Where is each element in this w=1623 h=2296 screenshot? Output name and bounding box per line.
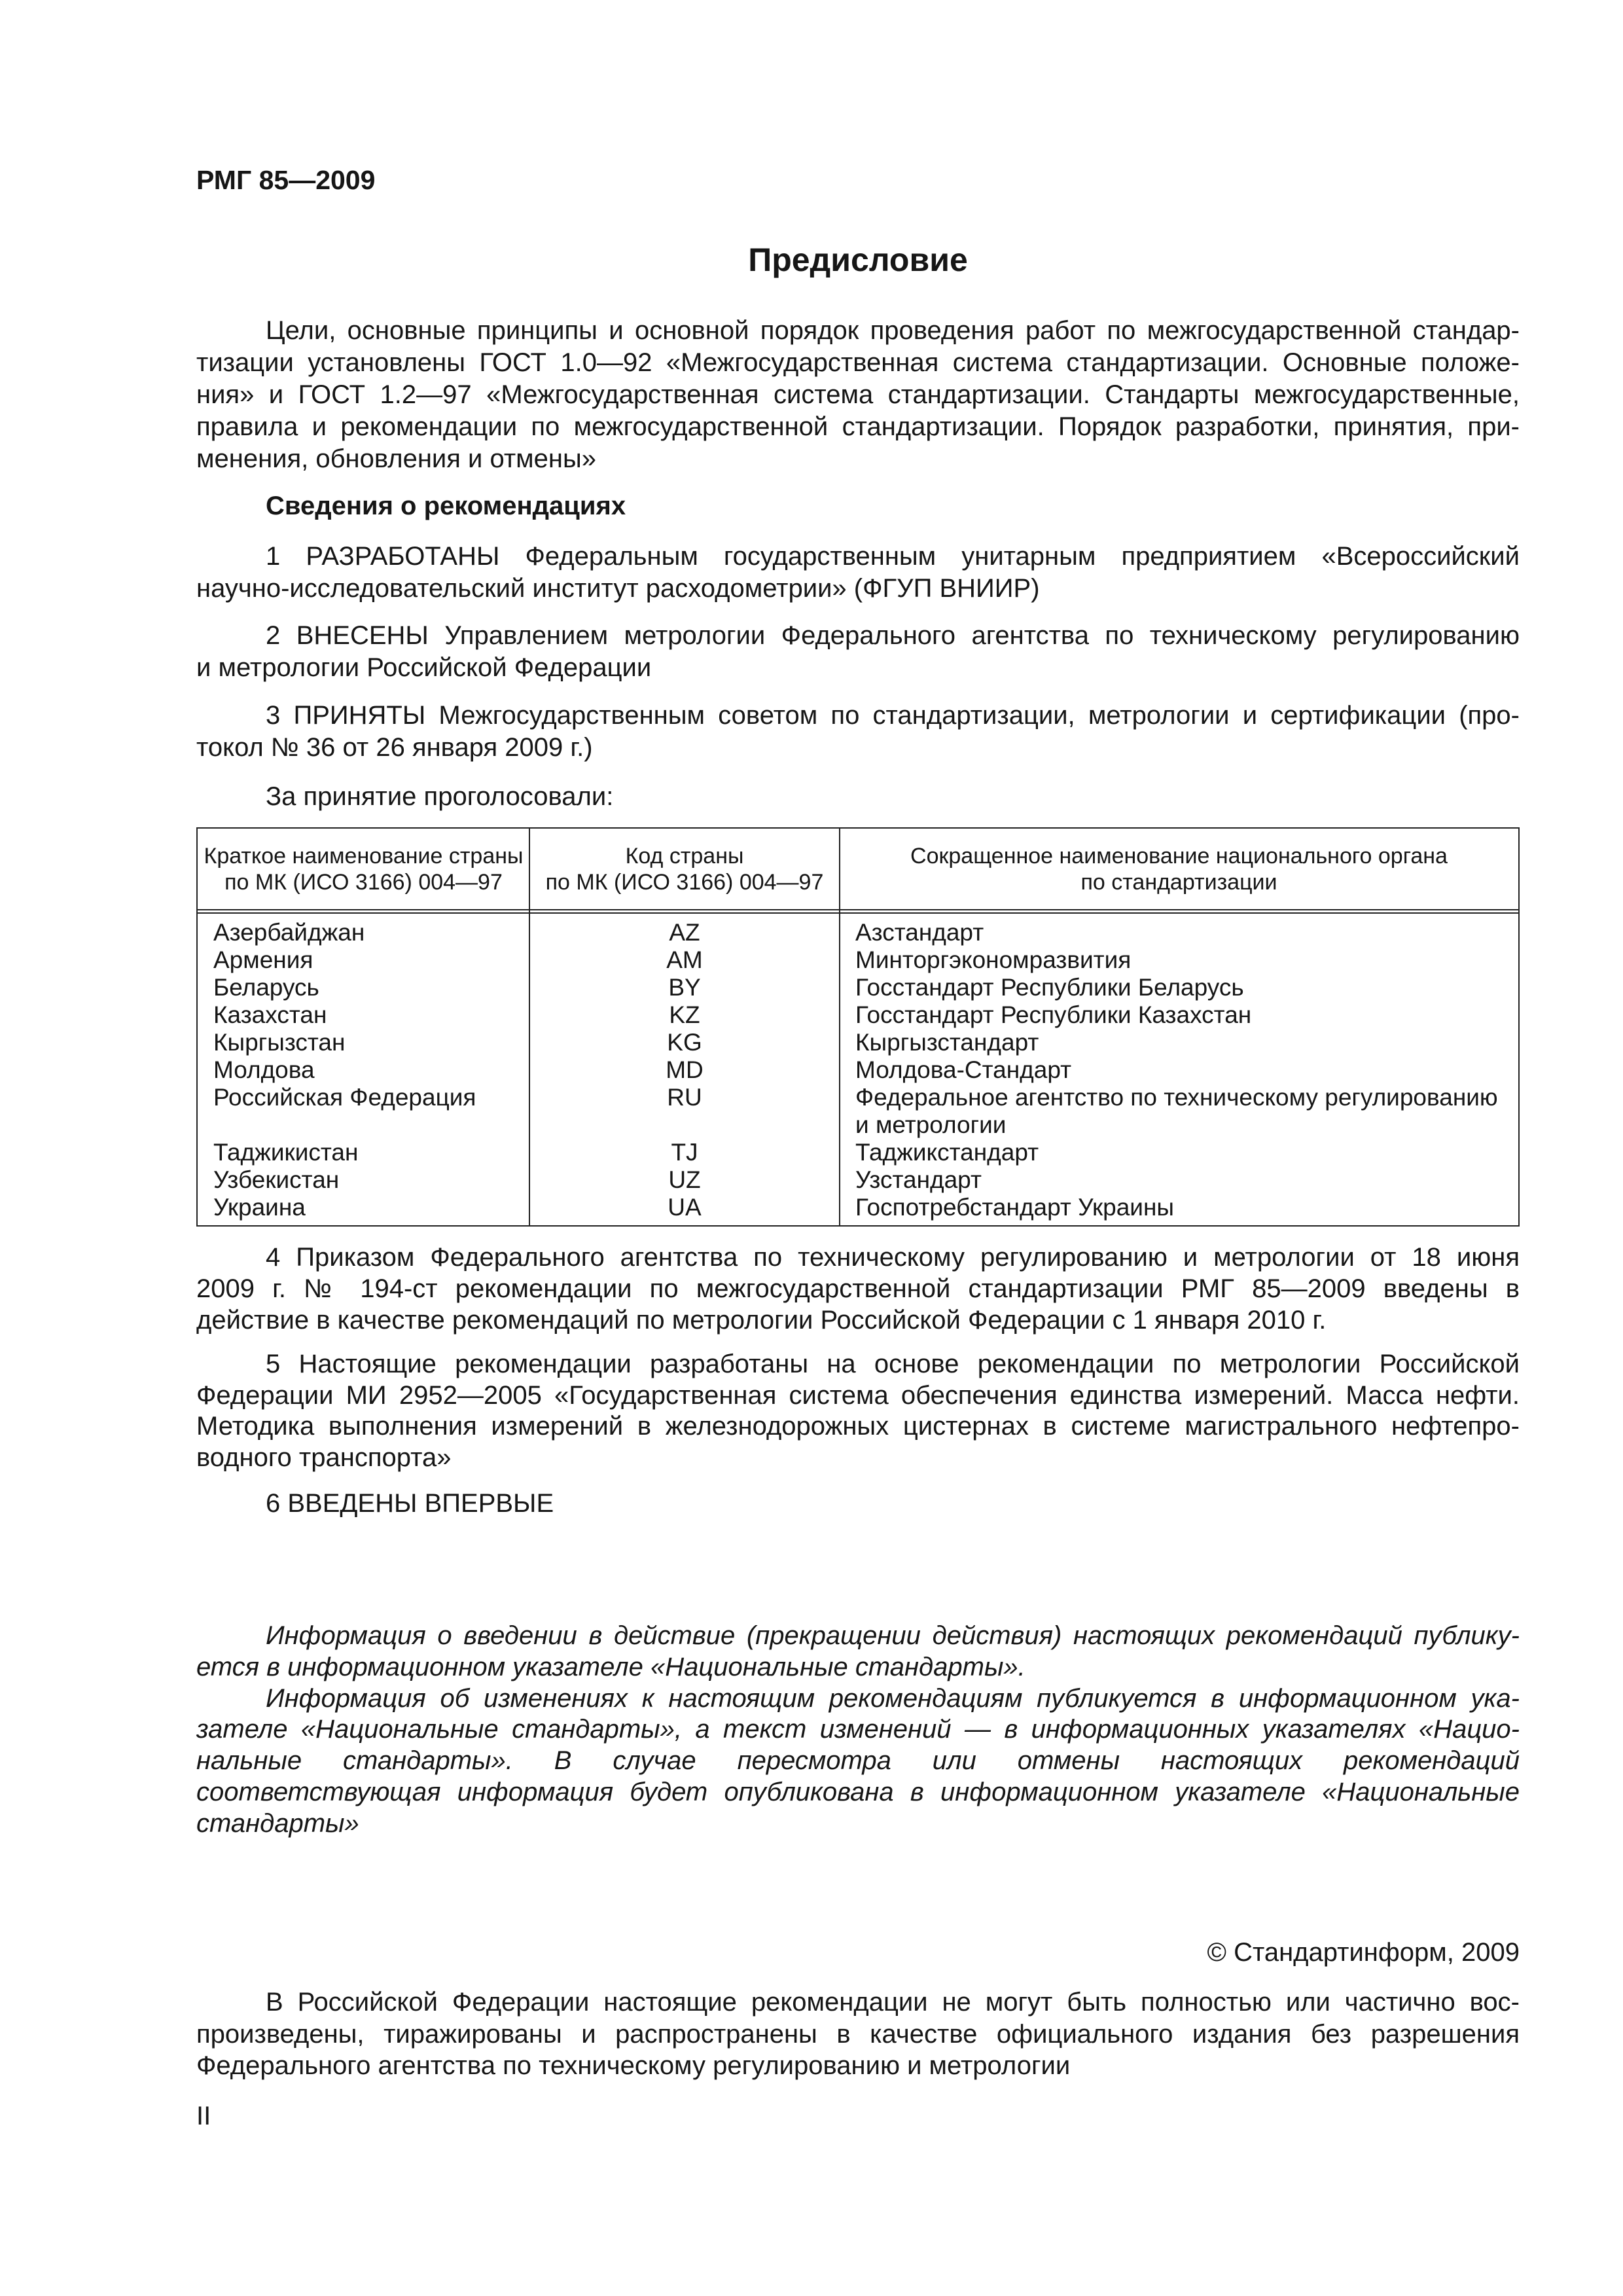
reproduction-notice: [196, 1986, 1520, 2082]
table-header: [198, 829, 1518, 914]
paragraph-line: 1 РАЗРАБОТАНЫ Федеральным государственным унитарным предприятием «Всероссийский: [266, 542, 1520, 571]
paragraph-line: токол № 36 от 26 января 2009 г.): [196, 733, 593, 762]
standards-body-cell: [840, 1139, 1518, 1166]
paragraph-line: Цели, основные принципы и основной порядок проведения работ по межгосударственной стандар-: [266, 316, 1520, 345]
standards-body: Госстандарт Республики Беларусь: [855, 974, 1244, 1001]
standards-body: Узстандарт: [855, 1166, 982, 1193]
header-line: Краткое наименование страны: [204, 844, 524, 869]
notice-line: Информация об изменениях к настоящим рекомендациям публикуется в информационном ука-: [266, 1683, 1520, 1713]
standards-body: Таджикстандарт: [855, 1139, 1039, 1166]
standards-body-cell: [840, 1029, 1518, 1056]
country-code: AZ: [669, 919, 700, 946]
paragraph-line: 3 ПРИНЯТЫ Межгосударственным советом по стандартизации, метрологии и сертификации (про-: [266, 701, 1520, 730]
table-row: [198, 1194, 1518, 1221]
item-developed: [196, 541, 1520, 605]
table-row: [198, 946, 1518, 974]
standards-body: Кыргызстандарт: [855, 1029, 1039, 1056]
table-row: [198, 974, 1518, 1001]
standards-body: Молдова-Стандарт: [855, 1056, 1072, 1083]
paragraph-line: Федерального агентства по техническому регулированию и метрологии: [196, 2051, 1071, 2080]
paragraph-line: ния» и ГОСТ 1.2—97 «Межгосударственная система стандартизации. Стандарты межгосударственные,: [196, 380, 1520, 409]
standards-body: Азстандарт: [855, 919, 984, 946]
country-name: Азербайджан: [213, 919, 365, 946]
country-code: BY: [668, 974, 701, 1001]
header-line: по МК (ИСО 3166) 004—97: [224, 870, 503, 895]
country-code: RU: [667, 1084, 702, 1111]
paragraph-line: действие в качестве рекомендаций по метрологии Российской Федерации с 1 января 2010 г.: [196, 1306, 1327, 1335]
standards-body-cell: [840, 1001, 1518, 1029]
standards-body: Госстандарт Республики Казахстан: [855, 1001, 1252, 1028]
header-line: Код страны: [625, 844, 744, 869]
country-name: Украина: [213, 1194, 306, 1221]
country-code: KG: [667, 1029, 702, 1056]
column-divider: [529, 829, 530, 1225]
country-name: Молдова: [213, 1056, 315, 1083]
paragraph-line: 2 ВНЕСЕНЫ Управлением метрологии Федерального агентства по техническому регулированию: [266, 621, 1520, 650]
info-heading: [196, 490, 1520, 522]
table-row: [198, 1001, 1518, 1029]
paragraph-line: тизации установлены ГОСТ 1.0—92 «Межгосударственная система стандартизации. Основные положе-: [196, 348, 1520, 377]
standards-body-cell: [840, 1056, 1518, 1084]
header-line: по МК (ИСО 3166) 004—97: [545, 870, 824, 895]
voting-table: [196, 827, 1520, 1227]
section-heading: Сведения о рекомендациях: [266, 492, 626, 520]
table-row: [198, 1056, 1518, 1084]
country-name: Кыргызстан: [213, 1029, 346, 1056]
item-adopted: [196, 700, 1520, 764]
paragraph-line: В Российской Федерации настоящие рекомендации не могут быть полностью или частично вос-: [266, 1988, 1520, 2017]
country-name: Российская Федерация: [213, 1084, 476, 1111]
publication-notice: [196, 1621, 1520, 1840]
notice-line: стандарты»: [196, 1808, 359, 1838]
paragraph-line: 2009 г. № 194-ст рекомендации по межгосударственной стандартизации РМГ 85—2009 введены в: [196, 1274, 1520, 1303]
standards-body-cell: [840, 919, 1518, 946]
standards-body-cell: [840, 1084, 1518, 1139]
country-name: Таджикистан: [213, 1139, 359, 1166]
table-row: [198, 919, 1518, 946]
standards-body: Госпотребстандарт Украины: [855, 1194, 1174, 1221]
standards-body-cell: [840, 1194, 1518, 1221]
item-introduced: [196, 620, 1520, 684]
paragraph-line: и метрологии Российской Федерации: [196, 653, 652, 682]
column-divider: [839, 829, 840, 1225]
column-header-code: [529, 843, 840, 895]
paragraph-line: произведены, тиражированы и распространены в качестве официального издания без разрешения: [196, 2019, 1520, 2049]
notice-line: ется в информационном указателе «Национальные стандарты».: [196, 1652, 1026, 1681]
country-code: UZ: [668, 1166, 701, 1193]
country-name: Беларусь: [213, 974, 319, 1001]
paragraph-line: За принятие проголосовали:: [266, 782, 614, 811]
voted-label: [196, 781, 1520, 813]
column-header-body: [840, 843, 1518, 895]
paragraph-line: правила и рекомендации по межгосударственной стандартизации. Порядок разработки, принятия, при-: [196, 412, 1520, 441]
country-code: UA: [668, 1194, 702, 1221]
table-row: [198, 1029, 1518, 1056]
standards-body-cell: [840, 974, 1518, 1001]
paragraph-line: 6 ВВЕДЕНЫ ВПЕРВЫЕ: [266, 1489, 554, 1518]
notice-line: соответствующая информация будет опубликована в информационном указателе «Национальные: [196, 1777, 1520, 1806]
header-line: по стандартизации: [1080, 870, 1277, 895]
notice-line: зателе «Национальные стандарты», а текст изменений — в информационных указателях «Нацио-: [196, 1715, 1520, 1744]
table-body: [198, 914, 1518, 1225]
item-first-introduced: [196, 1488, 1520, 1520]
country-code: AM: [666, 946, 703, 973]
item-order: [196, 1242, 1520, 1336]
column-header-country: [198, 843, 529, 895]
country-name: Армения: [213, 946, 313, 973]
country-name: Казахстан: [213, 1001, 327, 1028]
paragraph-line: Методика выполнения измерений в железнодорожных цистернах в системе магистрального нефтепро-: [196, 1412, 1520, 1441]
paragraph-line: научно-исследовательский институт расходометрии» (ФГУП ВНИИР): [196, 574, 1040, 603]
page-number: II: [196, 2102, 211, 2130]
intro-paragraph: [196, 315, 1520, 475]
notice-line: нальные стандарты». В случае пересмотра или отмены настоящих рекомендаций: [196, 1746, 1520, 1776]
item-basis: [196, 1349, 1520, 1473]
standards-body-cell: [840, 946, 1518, 974]
standards-body-cell: [840, 1166, 1518, 1194]
running-header: РМГ 85—2009: [196, 165, 376, 195]
country-code: KZ: [669, 1001, 700, 1028]
paragraph-line: 4 Приказом Федерального агентства по техническому регулированию и метрологии от 18 июня: [266, 1243, 1520, 1272]
standards-body: Федеральное агентство по техническому регулированию: [855, 1084, 1498, 1111]
standards-body: и метрологии: [855, 1111, 1007, 1138]
country-code: MD: [666, 1056, 704, 1083]
paragraph-line: 5 Настоящие рекомендации разработаны на основе рекомендации по метрологии Российской: [266, 1350, 1520, 1378]
table-row: [198, 1139, 1518, 1166]
page-title: Предисловие: [748, 242, 968, 278]
paragraph-line: водного транспорта»: [196, 1443, 452, 1472]
standards-body: Минторгэкономразвития: [855, 946, 1132, 973]
notice-line: Информация о введении в действие (прекращении действия) настоящих рекомендаций публику-: [266, 1621, 1520, 1650]
table-row: [198, 1166, 1518, 1194]
paragraph-line: Федерации МИ 2952—2005 «Государственная система обеспечения единства измерений. Масса нефти.: [196, 1380, 1520, 1410]
country-code: TJ: [671, 1139, 698, 1166]
header-line: Сокращенное наименование национального органа: [910, 844, 1448, 869]
copyright-notice: © Стандартинформ, 2009: [1207, 1938, 1520, 1967]
paragraph-line: менения, обновления и отмены»: [196, 444, 596, 473]
table-row: [198, 1084, 1518, 1139]
country-name: Узбекистан: [213, 1166, 340, 1193]
